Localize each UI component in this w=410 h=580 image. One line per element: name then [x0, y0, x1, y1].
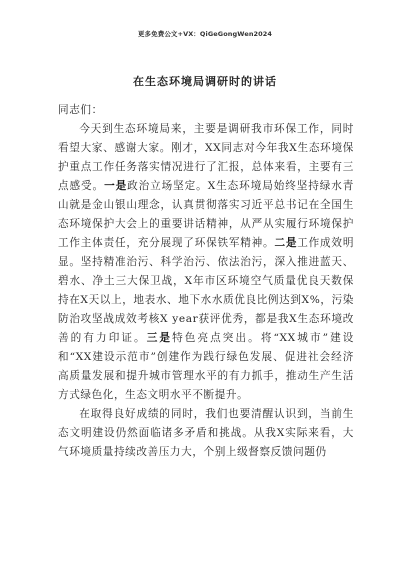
emphasis-label: 一是 — [104, 180, 128, 192]
emphasis-label: 二是 — [274, 237, 298, 249]
document-body — [58, 101, 354, 462]
salutation: 同志们： — [58, 104, 103, 116]
body-paragraph — [58, 405, 354, 462]
paragraph-text: 在取得良好成绩的同时，我们也要清醒认识到，当前生态文明建设仍然面临诸多矛盾和挑战。从我X实际来看，大气环境质量持续改善压力大，个别上级督察反馈问题仍 — [58, 408, 354, 458]
emphasis-label: 三是 — [146, 332, 173, 344]
document-title: 在生态环境局调研时的讲话 — [133, 75, 277, 88]
paragraph-list — [58, 120, 354, 462]
paragraph-text: 政治立场坚定。X生态环境局始终坚持绿水青山就是金山银山理念，认真贯彻落实习近平总书记在全国生态环境保护大会上的重要讲话精神，从严从实履行环境保护工作主体责任，充分展现了环保铁军精神。 — [58, 180, 354, 249]
header-note: 更多免费公文+VX：QiGeGongWen2024 — [137, 30, 273, 38]
body-paragraph — [58, 120, 354, 405]
paragraph-text: 工作成效明显。坚持精准治污、科学治污、依法治污，深入推进蓝天、碧水、净土三大保卫战，X年市区环境空气质量优良天数保持在X天以上，地表水、地下水水质优良比例达到X%，污染防治攻坚战成效考核X year获评优秀，都是我X生态环境改善的有力印证。 — [58, 237, 355, 344]
paragraph-text: 今天到生态环境局来，主要是调研我市环保工作，同时看望大家、感谢大家。刚才，XX同志对今年我X生态环境保护重点工作任务落实情况进行了汇报，总体来看，主要有三点感受。 — [58, 123, 354, 192]
paragraph-text: 特色亮点突出。将“XX城市”建设和“XX建设示范市”创建作为践行绿色发展、促进社会经济高质量发展和提升城市管理水平的有力抓手，推动生产生活方式绿色化，生态文明水平不断提升。 — [58, 332, 355, 401]
